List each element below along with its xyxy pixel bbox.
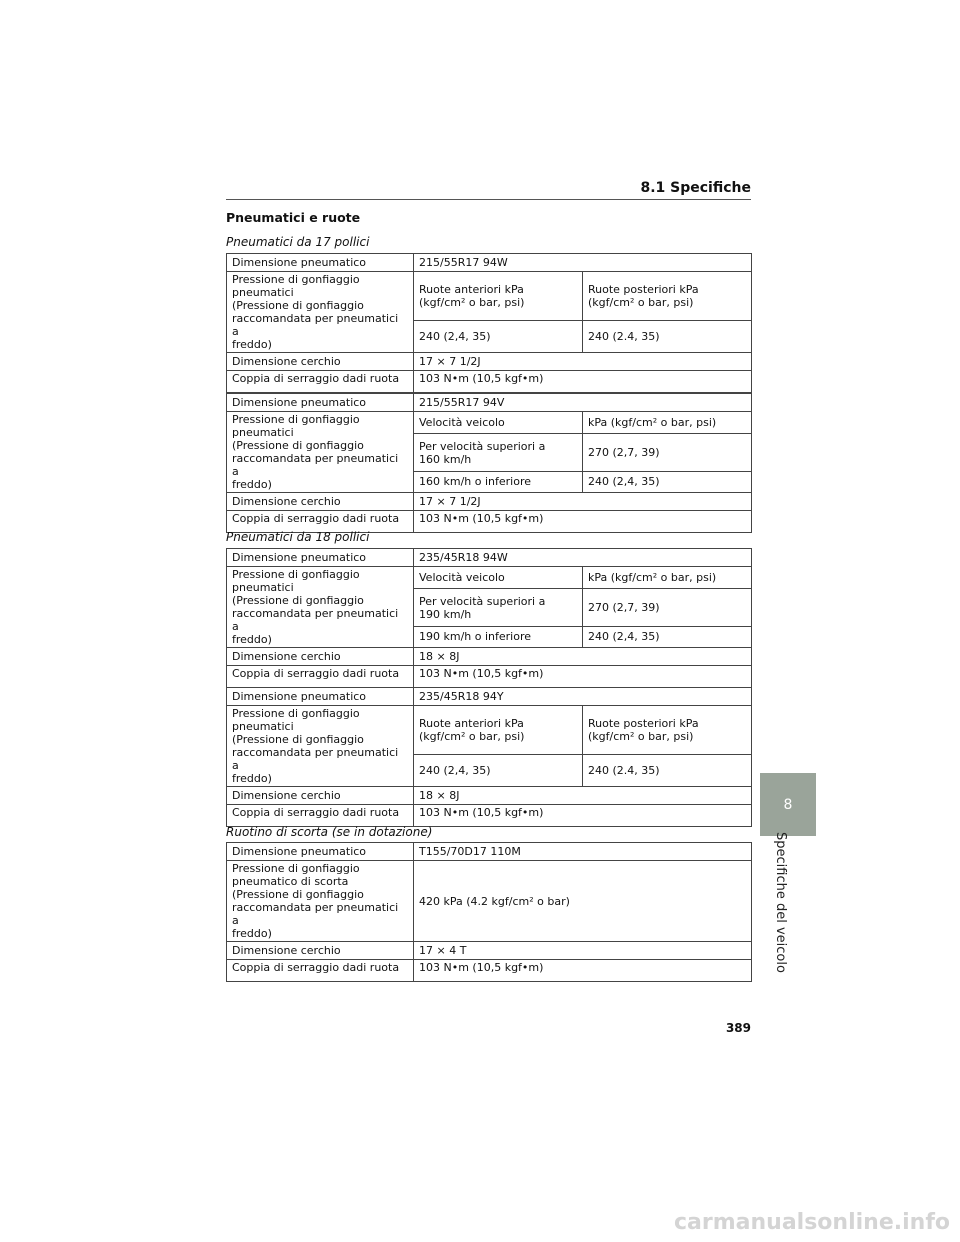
label-pressure: Pressione di gonfiaggio pneumatici (Pressione di gonfiaggio raccomandata per pneumatici a freddo) — [227, 412, 414, 493]
table-17-94v — [226, 393, 752, 533]
value-torque: 103 N•m (10,5 kgf•m) — [414, 805, 752, 827]
value-rim-size: 17 × 4 T — [414, 942, 752, 960]
chapter-label: Specifiche del veicolo — [773, 832, 788, 973]
pressure-low: 240 (2,4, 35) — [583, 626, 752, 647]
section-title: Pneumatici e ruote — [226, 210, 361, 225]
page-number: 389 — [725, 1021, 751, 1035]
label-rim-size: Dimensione cerchio — [227, 493, 414, 511]
speed-high: Per velocità superiori a 160 km/h — [414, 434, 583, 472]
label-pressure-spare: Pressione di gonfiaggio pneumatico di scorta (Pressione di gonfiaggio raccomandata per pneumatici a freddo) — [227, 861, 414, 942]
label-tire-size: Dimensione pneumatico — [227, 254, 414, 272]
watermark: carmanualsonline.info — [674, 1210, 950, 1235]
label-rim-size: Dimensione cerchio — [227, 648, 414, 666]
value-tire-size: 215/55R17 94V — [414, 394, 752, 412]
header-rear-kpa: Ruote posteriori kPa (kgf/cm² o bar, psi) — [583, 706, 752, 755]
section-header: 8.1 Specifiche — [640, 180, 751, 196]
pressure-low: 240 (2,4, 35) — [583, 471, 752, 492]
value-tire-size: 235/45R18 94Y — [414, 688, 752, 706]
label-torque: Coppia di serraggio dadi ruota — [227, 805, 414, 827]
label-tire-size: Dimensione pneumatico — [227, 688, 414, 706]
value-rim-size: 17 × 7 1/2J — [414, 353, 752, 371]
label-pressure: Pressione di gonfiaggio pneumatici (Pressione di gonfiaggio raccomandata per pneumatici a freddo) — [227, 706, 414, 787]
speed-low: 190 km/h o inferiore — [414, 626, 583, 647]
value-front-pressure: 240 (2,4, 35) — [414, 754, 583, 786]
value-torque: 103 N•m (10,5 kgf•m) — [414, 511, 752, 533]
value-rear-pressure: 240 (2.4, 35) — [583, 754, 752, 786]
pressure-high: 270 (2,7, 39) — [583, 434, 752, 472]
header-vehicle-speed: Velocità veicolo — [414, 412, 583, 434]
value-torque: 103 N•m (10,5 kgf•m) — [414, 666, 752, 688]
subtitle-18-inch: Pneumatici da 18 pollici — [226, 530, 370, 544]
speed-high: Per velocità superiori a 190 km/h — [414, 589, 583, 627]
header-divider — [226, 199, 751, 200]
label-rim-size: Dimensione cerchio — [227, 942, 414, 960]
value-torque: 103 N•m (10,5 kgf•m) — [414, 371, 752, 393]
value-rim-size: 18 × 8J — [414, 787, 752, 805]
label-torque: Coppia di serraggio dadi ruota — [227, 960, 414, 982]
value-front-pressure: 240 (2,4, 35) — [414, 320, 583, 352]
value-tire-size: 235/45R18 94W — [414, 549, 752, 567]
header-kpa: kPa (kgf/cm² o bar, psi) — [583, 412, 752, 434]
value-tire-size: 215/55R17 94W — [414, 254, 752, 272]
table-17-94w — [226, 253, 752, 393]
table-18-94w — [226, 548, 752, 688]
value-tire-size: T155/70D17 110M — [414, 843, 752, 861]
subtitle-17-inch: Pneumatici da 17 pollici — [226, 235, 370, 249]
label-tire-size: Dimensione pneumatico — [227, 549, 414, 567]
label-pressure: Pressione di gonfiaggio pneumatici (Pressione di gonfiaggio raccomandata per pneumatici a freddo) — [227, 567, 414, 648]
speed-low: 160 km/h o inferiore — [414, 471, 583, 492]
table-spare — [226, 842, 752, 982]
header-rear-kpa: Ruote posteriori kPa (kgf/cm² o bar, psi) — [583, 272, 752, 321]
label-torque: Coppia di serraggio dadi ruota — [227, 666, 414, 688]
value-rim-size: 17 × 7 1/2J — [414, 493, 752, 511]
label-tire-size: Dimensione pneumatico — [227, 394, 414, 412]
label-rim-size: Dimensione cerchio — [227, 353, 414, 371]
label-torque: Coppia di serraggio dadi ruota — [227, 511, 414, 533]
header-kpa: kPa (kgf/cm² o bar, psi) — [583, 567, 752, 589]
header-front-kpa: Ruote anteriori kPa (kgf/cm² o bar, psi) — [414, 272, 583, 321]
label-tire-size: Dimensione pneumatico — [227, 843, 414, 861]
value-rim-size: 18 × 8J — [414, 648, 752, 666]
header-front-kpa: Ruote anteriori kPa (kgf/cm² o bar, psi) — [414, 706, 583, 755]
value-rear-pressure: 240 (2.4, 35) — [583, 320, 752, 352]
table-18-94y — [226, 687, 752, 827]
value-torque: 103 N•m (10,5 kgf•m) — [414, 960, 752, 982]
label-pressure: Pressione di gonfiaggio pneumatici (Pressione di gonfiaggio raccomandata per pneumatici a freddo) — [227, 272, 414, 353]
value-spare-pressure: 420 kPa (4.2 kgf/cm² o bar) — [414, 861, 752, 942]
header-vehicle-speed: Velocità veicolo — [414, 567, 583, 589]
label-rim-size: Dimensione cerchio — [227, 787, 414, 805]
label-torque: Coppia di serraggio dadi ruota — [227, 371, 414, 393]
pressure-high: 270 (2,7, 39) — [583, 589, 752, 627]
chapter-tab: 8 — [760, 773, 816, 836]
subtitle-spare: Ruotino di scorta (se in dotazione) — [226, 825, 433, 839]
